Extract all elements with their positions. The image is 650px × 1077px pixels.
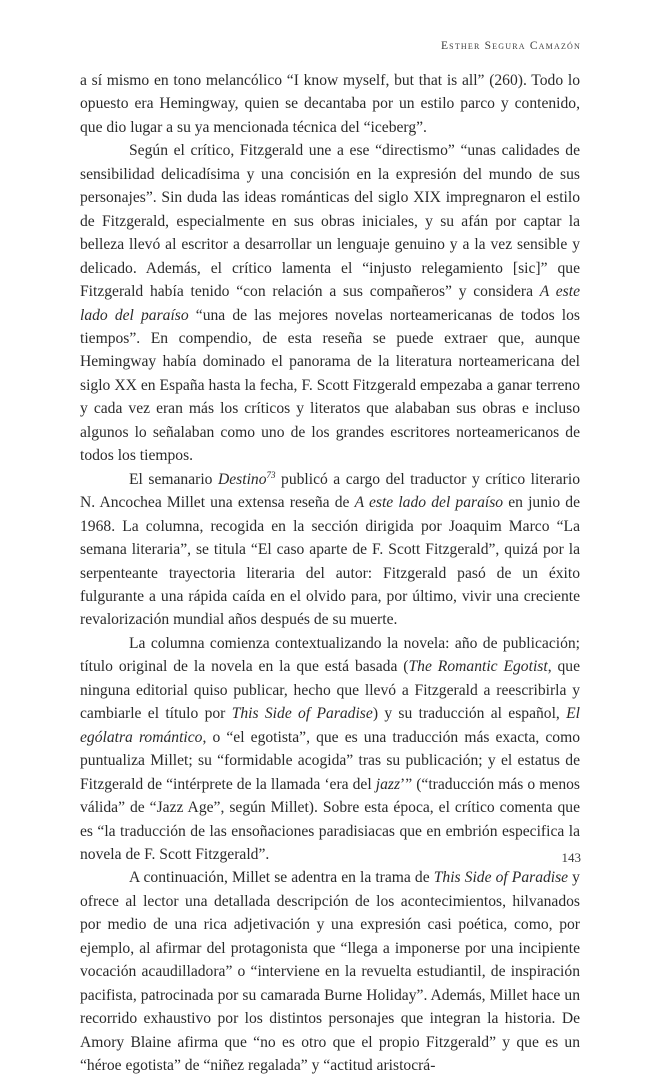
paragraph-4-text-c: ) y su traducción al español, [372, 705, 567, 723]
paragraph-3-text-a: El semanario [129, 470, 218, 488]
paragraph-4-text-d: , o “el egotista”, que es una traducción más exacta, como puntualiza Millet; su “formidable acogida” tras su publicación; y el estatus de Fitzgerald de “intérprete de la llamada ‘era del [80, 728, 581, 793]
paragraph-2-text-a: Según el crítico, Fitzgerald une a ese “directismo” “unas calidades de sensibilidad delicadísima y una concisión en la expresión del mundo de sus personajes”. Sin duda las ideas románticas del siglo XIX impregnaron el estilo de Fitzgerald, especialmente en sus obras iniciales, y su afán por captar la belleza llevó al escritor a desarrollar un lenguaje genuino y a la vez sensible y delicado. Además, el crítico lamenta el “injusto relegamiento [sic]” que Fitzgerald había tenido “con relación a sus compañeros” y considera [80, 142, 580, 301]
paragraph-3-text-c: en junio de 1968. La columna, recogida en la sección dirigida por Joaquim Marco “La semana literaria”, se titula “El caso aparte de F. Scott Fitzgerald”, quizá por la serpenteante trayectoria literaria del autor: Fitzgerald pasó de un éxito fulgurante a una rápida caída en el olvido para, por último, vivir una creciente revalorización mundial años después de su muerte. [80, 494, 581, 629]
periodical-title-italic: Destino [217, 470, 267, 488]
paragraph-4-text-e: ’” (“traducción más o menos válida” de “Jazz Age”, según Millet). Sobre esta época, el crítico comenta que es “la traducción de las ensoñaciones paradisiacas que en embrión especifica la novela de F. Scott Fitzgerald”. [80, 775, 580, 863]
paragraph-3-text-b: publicó a cargo del traductor y crítico literario N. Ancochea Millet una extensa reseña de [80, 470, 580, 512]
term-italic: jazz [375, 775, 401, 793]
book-title-italic: A este lado del paraíso [354, 494, 504, 512]
paragraph-3 [80, 468, 580, 632]
paragraph-1-text: a sí mismo en tono melancólico “I know myself, but that is all” (260). Todo lo opuesto era Hemingway, quien se decantaba por un estilo parco y contenido, que dio lugar a su ya mencionada técnica del “iceberg”. [80, 72, 580, 136]
book-title-italic: This Side of Paradise [433, 869, 569, 887]
book-title-italic: El ególatra romántico [80, 705, 581, 746]
footnote-marker[interactable]: 73 [266, 469, 276, 480]
book-title-italic: A este lado del paraíso [80, 283, 581, 324]
running-head: Esther Segura Camazón [440, 40, 581, 52]
page-number: 143 [561, 850, 581, 865]
paragraph-4-text-a: La columna comienza contextualizando la novela: año de publicación; título original de la novela en la que está basada ( [80, 634, 580, 676]
paragraph-5-text-b: y ofrece al lector una detallada descripción de los acontecimientos, hilvanados por medio de una rica adjetivación y una expresión casi poética, como, por ejemplo, al afirmar del protagonista que “llega a imponerse por una incipiente vocación acaudilladora” o “interviene en la revuelta estudiantil, de inspiración pacifista, patrocinada por su camarada Burne Holiday”. Además, Millet hace un recorrido exhaustivo por los distintos personajes que integran la historia. De Amory Blaine afirma que “no es otro que el propio Fitzgerald” y que es un “héroe egotista” de “niñez regalada” y “actitud aristocrá- [80, 869, 580, 1075]
paragraph-5-text-a: A continuación, Millet se adentra en la trama de [129, 869, 434, 887]
paragraph-2-text-b: “una de las mejores novelas norteamericanas de todos los tiempos”. En compendio, de esta reseña se puede extraer que, aunque Hemingway había dominado el panorama de la literatura norteamericana del siglo XX en España hasta la fecha, F. Scott Fitzgerald empezaba a ganar terreno y cada vez eran más los críticos y literatos que alababan sus obras e incluso algunos lo señalaban como uno de los grandes escritores norteamericanos de todos los tiempos. [80, 306, 580, 465]
body-text [80, 69, 580, 1077]
paragraph-5 [80, 866, 580, 1077]
paragraph-2 [80, 139, 580, 467]
book-title-italic: The Romantic Egotist [408, 658, 548, 676]
paragraph-4 [80, 632, 580, 867]
paragraph-1 [80, 69, 580, 139]
paragraph-4-text-b: , que ninguna editorial quiso publicar, hecho que llevó a Fitzgerald a reescribirla y cambiarle el título por [80, 658, 581, 723]
book-title-italic: This Side of Paradise [231, 705, 373, 723]
